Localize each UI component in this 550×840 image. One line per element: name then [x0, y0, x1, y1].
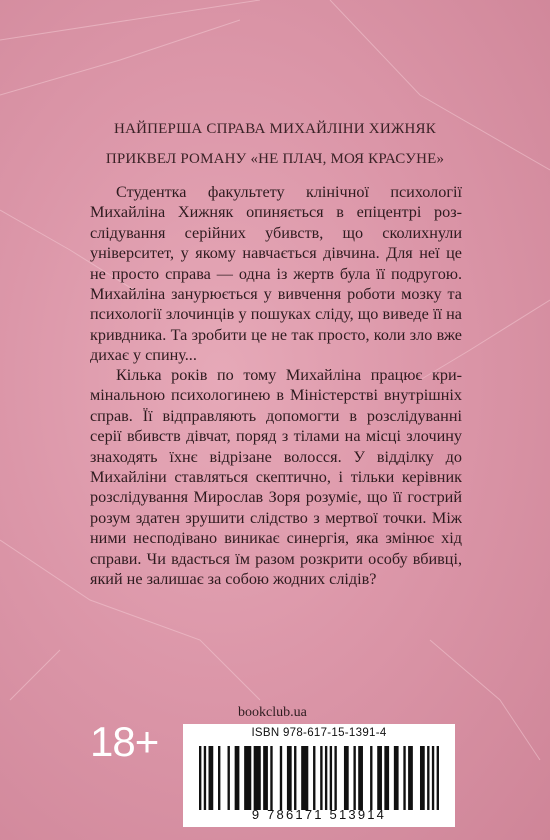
isbn-barcode-block [183, 724, 455, 827]
prequel-subtitle: ПРИКВЕЛ РОМАНУ «НЕ ПЛАЧ, МОЯ КРАСУНЕ» [105, 151, 445, 167]
publisher-website: bookclub.ua [238, 705, 307, 720]
barcode-image [199, 746, 439, 810]
barcode-digits: 9 786171 513914 [251, 807, 387, 822]
blurb-paragraph-1: Студентка факультету клінічної психології Михайліна Хижняк опиняється в епіцентрі розслідування серійних убивств, що сколихнули університет, у якому навчається дівчина. Для неї це не просто справа — одна із жертв була її подругою. Михайліна занурюється у вивчення роботи мозку та психології злочинців у пошуках сліду, що виведе її на кривдника. Та зробити це не так просто, коли зло вже дихає у спину... [90, 183, 462, 365]
age-rating-badge: 18+ [90, 718, 159, 765]
series-subtitle: НАЙПЕРША СПРАВА МИХАЙЛІНИ ХИЖНЯК [114, 121, 436, 137]
isbn-label: ISBN 978-617-15-1391-4 [251, 727, 387, 739]
blurb-paragraph-2: Кілька років по тому Михайліна працює кримінальною психологинею в Міністерстві внутрішніх справ. Її відправляють допомогти в розслідуванні серії вбивств дівчат, поряд з тілами на місці злочину знаходять їхнє відрізане волосся. У відділку до Михайліни ставляться скептично, і тільки керівник розслідування Мирослав Зоря розуміє, що її гострий розум здатен зрушити слідство з мертвої точки. Між ними несподівано виникає синергія, яка змінює хід справи. Чи вдасться їм разом розкрити особу вбивці, який не залишає за собою жодних слідів? [90, 366, 462, 589]
